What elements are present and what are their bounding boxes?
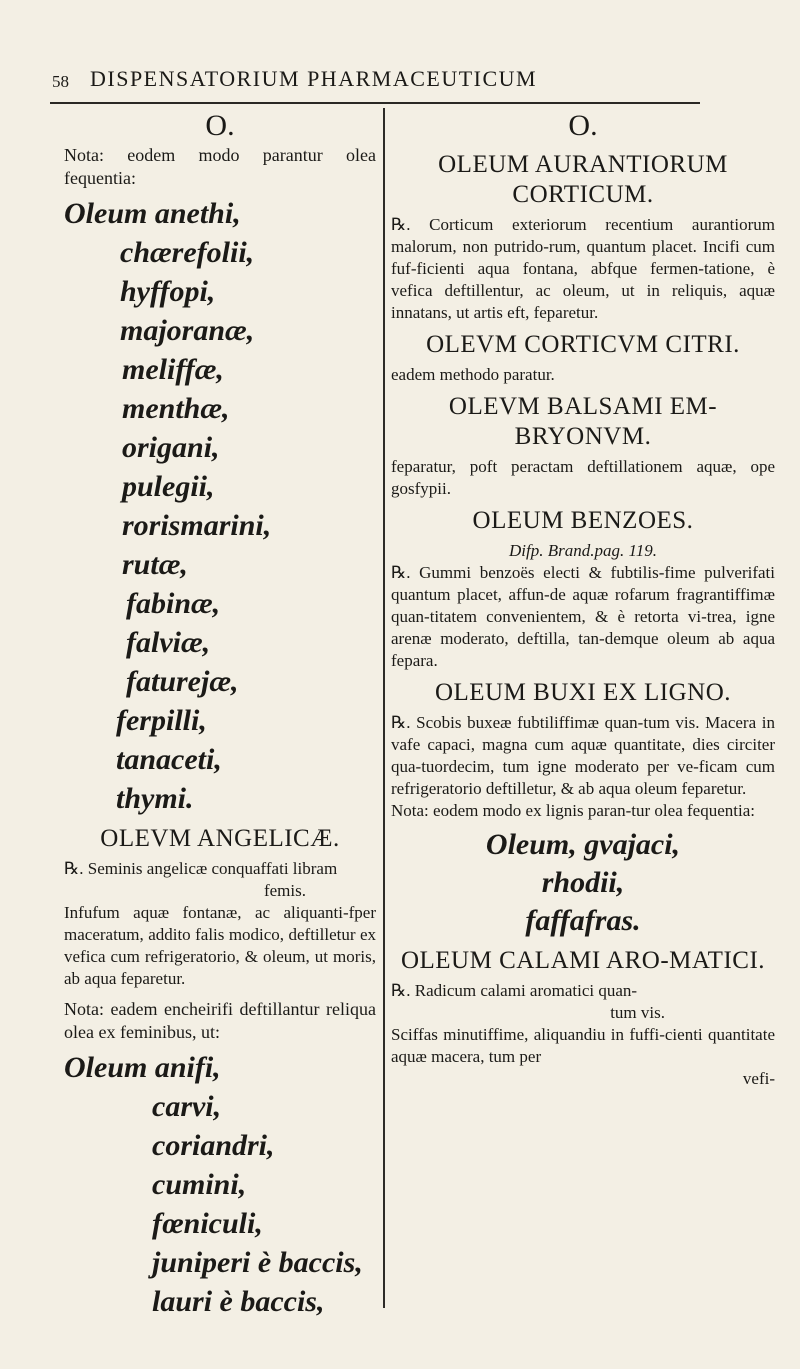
recipe-angelicae-line1-tail: femis.: [263, 881, 306, 900]
heading-calami: OLEUM CALAMI ARO-MATICI.: [400, 947, 766, 974]
list-item: menthæ,: [122, 392, 230, 425]
list-item: ferpilli,: [116, 704, 207, 737]
left-column: [64, 108, 376, 1321]
running-head: DISPENSATORIUM PHARMACEUTICUM: [90, 66, 538, 91]
recipe-calami-line1: ℞. Radicum calami aromatici quan-: [391, 981, 638, 1000]
list-item: origani,: [122, 431, 220, 464]
recipe-balsami: feparatur, poft peractam deftillationem aquæ, ope gosfypii.: [391, 457, 775, 498]
list-item: chærefolii,: [120, 236, 255, 269]
heading-benzoes: OLEUM BENZOES.: [472, 507, 694, 534]
column-divider: [383, 108, 385, 1308]
list-item: hyffopi,: [120, 275, 216, 308]
recipe-benzoes: ℞. Gummi benzoës electi & fubtilis-fime pulverifati quantum placet, affun-de aquæ rofarum fragrantiffimæ quan-titatem convenientem, & è retorta vi-trea, igne arenæ moderato, deftilla, tan-demque oleum ab aqua fepara.: [391, 563, 775, 670]
heading-citri: OLEVM CORTICVM CITRI.: [426, 331, 740, 358]
wood-oils-list: [391, 826, 775, 940]
list-item: carvi,: [152, 1090, 222, 1123]
recipe-buxi: ℞. Scobis buxeæ fubtiliffimæ quan-tum vis. Macera in vafe capaci, magna cum aquæ quantitate, dies circiter qua-tuordecim, tum igne moderato per ve-ficam cum refrigeratorio deftilletur, & ab aqua oleum feparetur.: [391, 713, 775, 798]
list-item: Oleum anethi,: [64, 197, 241, 230]
list-item: lauri è baccis,: [152, 1285, 325, 1318]
list-item: juniperi è baccis,: [152, 1246, 363, 1279]
heading-angelicae: OLEVM ANGELICÆ.: [100, 825, 340, 852]
list-item: thymi.: [116, 782, 194, 815]
intro-note: Nota: eodem modo parantur olea fequentia:: [64, 145, 376, 188]
herb-oils-list: [64, 194, 376, 818]
seed-oils-list: [64, 1048, 376, 1321]
list-item: meliffæ,: [122, 353, 224, 386]
right-column: [391, 108, 775, 1090]
section-letter-right: O.: [568, 109, 598, 142]
list-item: Oleum, gvajaci,: [485, 828, 681, 861]
recipe-calami-body: Sciffas minutiffime, aliquandiu in fuffi-cienti quantitate aquæ macera, tum per: [391, 1025, 775, 1066]
list-item: rutæ,: [122, 548, 188, 581]
list-item: fœniculi,: [152, 1207, 263, 1240]
list-item: falviæ,: [126, 626, 211, 659]
recipe-citri: eadem methodo paratur.: [391, 365, 555, 384]
section-letter-left: O.: [205, 109, 235, 142]
list-item: rorismarini,: [122, 509, 272, 542]
nota-woods: Nota: eodem modo ex lignis paran-tur olea fequentia:: [391, 801, 755, 820]
nota-seeds: Nota: eadem encheirifi deftillantur reliqua olea ex feminibus, ut:: [64, 999, 376, 1042]
list-item: faffafras.: [525, 904, 641, 937]
heading-buxi: OLEUM BUXI EX LIGNO.: [434, 679, 732, 706]
recipe-angelicae-line1: ℞. Seminis angelicæ conquaffati libram: [64, 859, 338, 878]
heading-balsami: OLEVM BALSAMI EM-BRYONVM.: [448, 393, 718, 450]
list-item: pulegii,: [122, 470, 215, 503]
list-item: fabinæ,: [126, 587, 221, 620]
recipe-angelicae-body: Infufum aquæ fontanæ, ac aliquanti-fper maceratum, addito falis modico, deftilletur ex vefica cum refrigeratorio, & oleum, ut moris, ab aqua feparetur.: [64, 903, 376, 988]
list-item: tanaceti,: [116, 743, 222, 776]
list-item: Oleum anifi,: [64, 1051, 221, 1084]
list-item: faturejæ,: [126, 665, 239, 698]
list-item: coriandri,: [152, 1129, 275, 1162]
page-header: [50, 62, 700, 104]
recipe-calami-line1-tail: tum vis.: [610, 1003, 665, 1022]
heading-aurantiorum: OLEUM AURANTIORUM CORTICUM.: [438, 151, 728, 208]
recipe-aurantiorum: ℞. Corticum exteriorum recentium aurantiorum malorum, non putrido-rum, quantum placet. Incifi cum fuf-ficienti aqua fontana, abfque fermen-tatione, è vefica deftillentur, ac oleum, ut in reliquis, aquæ innatans, ut artis eft, feparetur.: [391, 215, 775, 322]
catchword: vefi-: [742, 1069, 775, 1088]
page-number: 58: [52, 72, 69, 91]
list-item: cumini,: [152, 1168, 247, 1201]
reference-benzoes: Difp. Brand.pag. 119.: [509, 541, 657, 560]
list-item: rhodii,: [541, 866, 625, 899]
list-item: majoranæ,: [120, 314, 255, 347]
